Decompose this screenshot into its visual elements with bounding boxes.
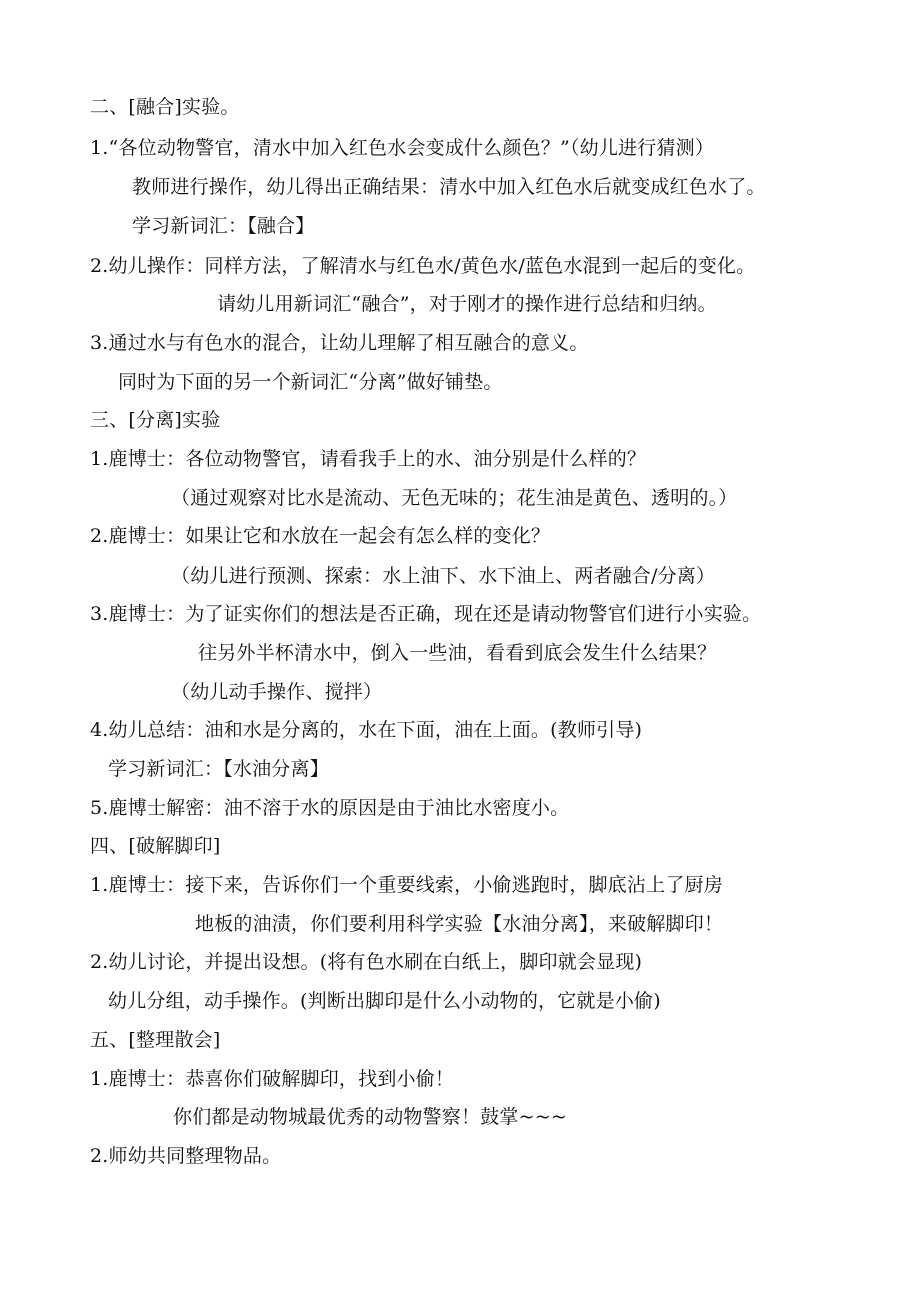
list-item: 3.通过水与有色水的混合，让幼儿理解了相互融合的意义。 <box>90 332 589 354</box>
list-item: 1.鹿博士：接下来，告诉你们一个重要线索，小偷逃跑时，脚底沾上了厨房 <box>90 874 723 896</box>
list-item: 3.鹿博士：为了证实你们的想法是否正确，现在还是请动物警官们进行小实验。 <box>90 603 762 625</box>
section-heading-5: 五、[整理散会] <box>90 1029 221 1051</box>
list-item: 5.鹿博士解密：油不溶于水的原因是由于油比水密度小。 <box>90 797 570 819</box>
list-item-continuation: （幼儿进行预测、探索：水上油下、水下油上、两者融合/分离） <box>171 565 716 587</box>
list-item-continuation: （通过观察对比水是流动、无色无味的；花生油是黄色、透明的。） <box>171 487 738 509</box>
list-item: 2.幼儿讨论，并提出设想。(将有色水刷在白纸上，脚印就会显现) <box>90 951 643 973</box>
list-item: 1.鹿博士：恭喜你们破解脚印，找到小偷！ <box>90 1068 455 1090</box>
list-item-continuation: 地板的油渍，你们要利用科学实验【水油分离】，来破解脚印！ <box>195 913 724 935</box>
list-item-continuation: 你们都是动物城最优秀的动物警察！鼓掌~~~ <box>173 1106 567 1128</box>
list-item-continuation: 学习新词汇：【水油分离】 <box>108 758 329 780</box>
list-item: 2.鹿博士：如果让它和水放在一起会有怎么样的变化？ <box>90 525 551 547</box>
list-item: 2.幼儿操作：同样方法，了解清水与红色水/黄色水/蓝色水混到一起后的变化。 <box>90 255 756 277</box>
section-heading-2: 二、[融合]实验。 <box>90 96 240 118</box>
list-item-continuation: 往另外半杯清水中，倒入一些油，看看到底会发生什么结果？ <box>198 642 717 664</box>
list-item: 2.师幼共同整理物品。 <box>90 1145 282 1167</box>
list-item-continuation: 学习新词汇：【融合】 <box>132 215 315 237</box>
section-heading-3: 三、[分离]实验 <box>90 409 221 431</box>
list-item-continuation: 同时为下面的另一个新词汇“分离”做好铺垫。 <box>118 371 503 393</box>
list-item-continuation: 幼儿分组，动手操作。(判断出脚印是什么小动物的，它就是小偷) <box>108 990 661 1012</box>
list-item-continuation: （幼儿动手操作、搅拌） <box>171 681 383 703</box>
list-item: 1.鹿博士：各位动物警官，请看我手上的水、油分别是什么样的？ <box>90 448 647 470</box>
list-item-continuation: 教师进行操作，幼儿得出正确结果：清水中加入红色水后就变成红色水了。 <box>132 176 766 198</box>
list-item: 4.幼儿总结：油和水是分离的，水在下面，油在上面。(教师引导) <box>90 719 643 741</box>
list-item-continuation: 请幼儿用新词汇“融合”，对于刚才的操作进行总结和归纳。 <box>217 293 717 315</box>
list-item: 1.“各位动物警官，清水中加入红色水会变成什么颜色？”（幼儿进行猜测） <box>90 137 715 159</box>
section-heading-4: 四、[破解脚印] <box>90 835 221 857</box>
